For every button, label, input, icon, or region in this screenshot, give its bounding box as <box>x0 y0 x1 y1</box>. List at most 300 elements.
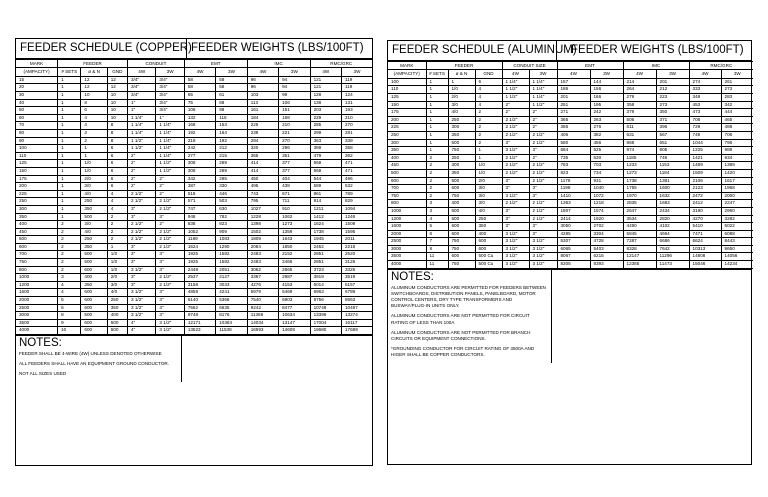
aluminum-table-cell: 2820 <box>656 215 689 223</box>
copper-table-cell: 4" <box>128 327 156 335</box>
aluminum-table-cell: 1/0 <box>475 169 502 177</box>
copper-table-cell: 3033 <box>216 281 247 289</box>
copper-table-cell: 3/4" <box>156 99 184 107</box>
aluminum-weights-title: FEEDER WEIGHTS (LBS/100FT) <box>571 44 744 56</box>
aluminum-notes-block <box>388 270 552 363</box>
aluminum-table-cell: 3 1/2" <box>502 230 529 238</box>
copper-table-cell: 747 <box>184 205 215 213</box>
aluminum-table-cell: 12147 <box>623 253 656 261</box>
copper-table-cell: 500 <box>81 251 107 259</box>
copper-table-cell: 600 <box>81 297 107 305</box>
aluminum-table-cell: 212 <box>656 86 689 94</box>
copper-table-cell: 13147 <box>279 319 310 327</box>
copper-table-cell: 132 <box>184 114 215 122</box>
copper-table-cell: 131 <box>341 99 372 107</box>
copper-table-cell: 3" <box>128 213 156 221</box>
aluminum-table-cell: 735 <box>557 154 590 162</box>
copper-table-cell: 3" <box>156 297 184 305</box>
copper-table-cell: 4 <box>58 289 81 297</box>
aluminum-table-cell: 2000 <box>721 192 753 200</box>
aluminum-feeder-table <box>388 61 753 269</box>
aluminum-table-cell: 9650 <box>721 245 753 253</box>
aluminum-table-cell: 2647 <box>623 207 656 215</box>
copper-table-cell: 124 <box>341 92 372 100</box>
copper-table-cell: 164 <box>216 129 247 137</box>
copper-table-cell: 8 <box>81 99 107 107</box>
aluminum-table-cell: 125 <box>388 94 426 102</box>
aluminum-table-cell: 250 <box>448 116 475 124</box>
copper-table-cell: 1/0 <box>81 167 107 175</box>
copper-table-cell: 3 1/2" <box>156 327 184 335</box>
aluminum-table-cell: 1200 <box>388 215 426 223</box>
copper-subheader-row <box>16 68 372 76</box>
aluminum-table-cell: 1 <box>426 94 448 102</box>
aluminum-table-cell: 11473 <box>656 261 689 269</box>
aluminum-table-cell: 600 <box>388 177 426 185</box>
copper-table-cell: 270 <box>279 137 310 145</box>
copper-table-cell: 10634 <box>279 312 310 320</box>
copper-table-row <box>16 129 372 137</box>
copper-table-cell: 1582 <box>216 251 247 259</box>
aluminum-table-cell: 365 <box>557 116 590 124</box>
aluminum-table-cell: 195 <box>590 101 623 109</box>
copper-table-cell: 350 <box>81 281 107 289</box>
aluminum-table-row <box>388 230 753 238</box>
copper-table-cell: 12171 <box>184 319 215 327</box>
aluminum-table-cell: 734 <box>590 169 623 177</box>
copper-table-cell: 1000 <box>16 274 58 282</box>
copper-table-row <box>16 107 372 115</box>
copper-table-cell: 671 <box>279 190 310 198</box>
aluminum-subheader-conduit-4w: 4W <box>502 70 529 78</box>
aluminum-table-cell: 931 <box>590 177 623 185</box>
copper-table-cell: 342 <box>184 175 215 183</box>
aluminum-group-header-row <box>388 62 753 70</box>
aluminum-header-imc: IMC <box>623 62 689 70</box>
aluminum-table-cell: 1 <box>426 116 448 124</box>
copper-table-cell: 2 <box>58 251 81 259</box>
aluminum-table-cell: 1509 <box>689 169 721 177</box>
copper-table-cell: 215 <box>216 152 247 160</box>
aluminum-table-cell: 868 <box>623 139 656 147</box>
copper-table-cell: 2 <box>81 137 107 145</box>
aluminum-table-cell: 1000 <box>388 207 426 215</box>
copper-table-cell: 4 <box>107 205 127 213</box>
copper-table-cell: 2 1/2" <box>156 198 184 206</box>
aluminum-subheader-rmc-4w: 4W <box>689 70 721 78</box>
aluminum-table-cell: 2" <box>529 116 557 124</box>
copper-table-cell: 13274 <box>341 312 372 320</box>
aluminum-table-cell: 2414 <box>557 215 590 223</box>
copper-table-cell: 17689 <box>341 327 372 335</box>
aluminum-table-cell: 708 <box>689 116 721 124</box>
aluminum-table-cell: 2 <box>426 169 448 177</box>
copper-table-row <box>16 297 372 305</box>
copper-table-cell: 2 1/2" <box>128 221 156 229</box>
aluminum-table-cell: 5410 <box>689 223 721 231</box>
aluminum-table-cell: 3000 <box>388 245 426 253</box>
aluminum-table-cell: 279 <box>623 94 656 102</box>
copper-table-cell: 4 <box>81 122 107 130</box>
copper-table-cell: 6 <box>58 304 81 312</box>
copper-table-cell: 1643 <box>279 236 310 244</box>
copper-table-cell: 8477 <box>279 304 310 312</box>
aluminum-table-cell: 750 <box>448 192 475 200</box>
copper-table-cell: 1 <box>58 122 81 130</box>
copper-table-cell: 2" <box>156 190 184 198</box>
copper-table-cell: 210 <box>279 122 310 130</box>
copper-table-cell: 1" <box>128 99 156 107</box>
aluminum-table-cell: 250 <box>475 215 502 223</box>
copper-table-cell: 96 <box>247 76 278 84</box>
copper-table-cell: 106 <box>279 99 310 107</box>
copper-table-cell: 1624 <box>310 221 341 229</box>
aluminum-table-cell: 7287 <box>623 238 656 246</box>
copper-table-cell: 65 <box>184 92 215 100</box>
aluminum-table-cell: 4 <box>475 94 502 102</box>
aluminum-table-cell: 453 <box>689 101 721 109</box>
copper-table-cell: 914 <box>310 198 341 206</box>
aluminum-table-cell: 1421 <box>689 154 721 162</box>
aluminum-table-cell: 2960 <box>721 207 753 215</box>
aluminum-table-cell: 805 <box>656 147 689 155</box>
aluminum-table-cell: 396 <box>656 124 689 132</box>
copper-table-cell: 2" <box>128 167 156 175</box>
aluminum-table-row <box>388 177 753 185</box>
aluminum-table-cell: 8 <box>426 245 448 253</box>
copper-table-cell: 320 <box>247 145 278 153</box>
copper-notes-block <box>16 336 182 382</box>
aluminum-table-cell: 1970 <box>623 192 656 200</box>
copper-table-cell: 1062 <box>279 213 310 221</box>
copper-table-row <box>16 190 372 198</box>
copper-table-row <box>16 228 372 236</box>
copper-table-cell: 11368 <box>247 312 278 320</box>
copper-table-cell: 210 <box>341 114 372 122</box>
copper-table-cell: 829 <box>341 198 372 206</box>
copper-table-cell: 106 <box>184 107 215 115</box>
copper-table-cell: 3/4" <box>156 76 184 84</box>
aluminum-table-cell: 651 <box>656 139 689 147</box>
copper-table-cell: 1925 <box>184 251 215 259</box>
aluminum-table-cell: 223 <box>656 94 689 102</box>
aluminum-table-cell: 1 1/2" <box>529 101 557 109</box>
copper-table-cell: 1582 <box>216 259 247 267</box>
copper-table-cell: 2/0 <box>81 175 107 183</box>
aluminum-table-cell: 350 <box>475 223 502 231</box>
aluminum-table-cell: 2106 <box>689 177 721 185</box>
copper-table-cell: 10 <box>107 99 127 107</box>
copper-table-cell: 270 <box>341 122 372 130</box>
aluminum-table-cell: 456 <box>590 139 623 147</box>
copper-table-cell: 2851 <box>310 259 341 267</box>
copper-table-cell: 192 <box>216 137 247 145</box>
aluminum-table-cell: 214 <box>623 78 656 86</box>
aluminum-table-row <box>388 94 753 102</box>
copper-table-cell: 200 <box>16 183 58 191</box>
aluminum-table-cell: 5403 <box>590 245 623 253</box>
copper-table-cell: 2 1/2" <box>156 236 184 244</box>
copper-table-cell: 1 <box>58 107 81 115</box>
aluminum-table-cell: 3 1/2" <box>502 147 529 155</box>
copper-table-cell: 4241 <box>216 289 247 297</box>
copper-table-cell: 299 <box>310 129 341 137</box>
aluminum-table-cell: 333 <box>689 86 721 94</box>
aluminum-table-cell: 15046 <box>689 261 721 269</box>
aluminum-note: ALUMINUM CONDUCTORS ARE NOT PERMITTED FOR BRANCH CIRCUITS OR EQUIPMENT CONNECTIONS. <box>391 329 531 342</box>
aluminum-table-cell: 1 <box>426 109 448 117</box>
copper-table-cell: 1273 <box>279 221 310 229</box>
copper-table-cell: 438 <box>279 183 310 191</box>
aluminum-table-cell: 3" <box>529 223 557 231</box>
aluminum-table-cell: 3" <box>529 147 557 155</box>
copper-table-cell: 3 1/2" <box>128 297 156 305</box>
copper-table-cell: 1600 <box>16 289 58 297</box>
aluminum-table-cell: 251 <box>557 101 590 109</box>
aluminum-header-rmc: RMC/GRC <box>689 62 753 70</box>
aluminum-schedule-title: FEEDER SCHEDULE (ALUMINUM) <box>388 41 557 60</box>
aluminum-table-cell: 10313 <box>689 245 721 253</box>
aluminum-table-cell: 276 <box>590 124 623 132</box>
aluminum-header-mark: MARK <box>388 62 426 70</box>
copper-table-cell: 90 <box>16 137 58 145</box>
aluminum-table-cell: 974 <box>623 147 656 155</box>
copper-table-cell: 2 <box>107 213 127 221</box>
copper-table-cell: 5014 <box>310 281 341 289</box>
copper-table-cell: 1524 <box>184 243 215 251</box>
copper-table-cell: 2000 <box>16 297 58 305</box>
aluminum-table-cell: 6088 <box>721 230 753 238</box>
copper-table-row <box>16 160 372 168</box>
copper-table-cell: 3387 <box>247 274 278 282</box>
copper-table-cell: 1 <box>107 243 127 251</box>
aluminum-table-cell: 1233 <box>623 162 656 170</box>
copper-table-cell: 948 <box>184 213 215 221</box>
copper-table-cell: 750 <box>16 259 58 267</box>
copper-table-cell: 5979 <box>247 289 278 297</box>
copper-table-cell: 3 1/2" <box>128 289 156 297</box>
copper-table-cell: 2218 <box>341 243 372 251</box>
copper-table-cell: 3/4" <box>156 84 184 92</box>
aluminum-subheader-phase: ø & N <box>448 70 475 78</box>
copper-table-cell: 30 <box>16 92 58 100</box>
aluminum-table-cell: 3" <box>529 230 557 238</box>
aluminum-table-row <box>388 223 753 231</box>
copper-table-cell: 4 <box>107 198 127 206</box>
aluminum-table-cell: 2 1/2" <box>502 124 529 132</box>
aluminum-table-cell: 2123 <box>689 185 721 193</box>
copper-table-cell: 2466 <box>279 259 310 267</box>
aluminum-table-cell: 1225 <box>689 147 721 155</box>
copper-table-cell: 1/0 <box>107 251 127 259</box>
aluminum-table-cell: 8443 <box>721 238 753 246</box>
aluminum-table-row <box>388 101 753 109</box>
copper-table-cell: 7540 <box>247 297 278 305</box>
aluminum-table-cell: 3" <box>529 192 557 200</box>
aluminum-table-cell: 2" <box>502 101 529 109</box>
aluminum-table-cell: 611 <box>623 124 656 132</box>
aluminum-table-cell: 400 <box>448 200 475 208</box>
copper-table-cell: 3" <box>128 259 156 267</box>
aluminum-table-cell: 2412 <box>689 200 721 208</box>
aluminum-table-cell: 1600 <box>656 185 689 193</box>
copper-table-cell: 446 <box>216 190 247 198</box>
copper-table-cell: 3919 <box>310 274 341 282</box>
aluminum-table-cell: 488 <box>721 124 753 132</box>
copper-table-cell: 1189 <box>184 236 215 244</box>
copper-table-cell: 2011 <box>341 236 372 244</box>
aluminum-title-bar <box>388 41 751 61</box>
copper-table-cell: 2127 <box>216 274 247 282</box>
copper-table-cell: 1 <box>58 183 81 191</box>
copper-table-cell: 1 1/4" <box>156 137 184 145</box>
copper-table-cell: 3" <box>128 281 156 289</box>
aluminum-table-cell: 2 1/2" <box>502 154 529 162</box>
aluminum-table-cell: 729 <box>689 124 721 132</box>
aluminum-table-cell: 2" <box>529 124 557 132</box>
copper-table-cell: 6 <box>107 160 127 168</box>
copper-table-cell: 1 <box>58 198 81 206</box>
copper-table-cell: 4/0 <box>81 190 107 198</box>
copper-table-cell: 250 <box>107 297 127 305</box>
copper-table-cell: 225 <box>16 190 58 198</box>
aluminum-subheader-conduit-3w: 3W <box>529 70 557 78</box>
copper-table-cell: 3/0 <box>107 281 127 289</box>
copper-table-cell: 400 <box>81 274 107 282</box>
copper-table-cell: 19680 <box>310 327 341 335</box>
aluminum-table-cell: 157 <box>557 78 590 86</box>
aluminum-table-cell: 4/0 <box>448 109 475 117</box>
aluminum-table-cell: 11 <box>426 253 448 261</box>
copper-table-cell: 2500 <box>16 304 58 312</box>
copper-table-cell: 400 <box>16 221 58 229</box>
aluminum-table-cell: 5022 <box>721 223 753 231</box>
aluminum-table-cell: 750 <box>448 147 475 155</box>
copper-table-cell: 10 <box>107 92 127 100</box>
copper-table-cell: 496 <box>341 175 372 183</box>
aluminum-table-cell: 1968 <box>721 185 753 193</box>
aluminum-table-cell: 2000 <box>388 230 426 238</box>
copper-table-row <box>16 259 372 267</box>
aluminum-table-cell: 3" <box>502 185 529 193</box>
copper-table-cell: 1 <box>58 114 81 122</box>
copper-table-cell: 12 <box>81 84 107 92</box>
aluminum-table-cell: 1 <box>475 147 502 155</box>
copper-table-cell: 8 <box>107 137 127 145</box>
copper-header-feeder: FEEDER <box>58 60 128 68</box>
aluminum-table-cell: 8393 <box>590 261 623 269</box>
copper-table-cell: 2527 <box>184 274 215 282</box>
copper-table-cell: 1945 <box>310 236 341 244</box>
copper-table-row <box>16 274 372 282</box>
aluminum-subheader-ampacity: (AMPACITY) <box>388 70 426 78</box>
aluminum-table-cell: 750 <box>448 238 475 246</box>
copper-table-cell: 518 <box>184 190 215 198</box>
copper-table-row <box>16 76 372 84</box>
copper-table-cell: 2 <box>107 221 127 229</box>
copper-table-row <box>16 114 372 122</box>
copper-table-cell: 3 1/2" <box>128 312 156 320</box>
aluminum-table-cell: 1184 <box>656 169 689 177</box>
aluminum-table-cell: 225 <box>388 124 426 132</box>
aluminum-table-cell: 8305 <box>557 261 590 269</box>
aluminum-table-row <box>388 238 753 246</box>
copper-table-cell: 1 <box>58 92 81 100</box>
copper-subheader-rmc-3w: 3W <box>341 68 372 76</box>
aluminum-table-cell: 386 <box>557 124 590 132</box>
aluminum-table-cell: 1 1/4" <box>529 86 557 94</box>
aluminum-notes-section <box>388 269 751 363</box>
copper-table-cell: 2851 <box>310 251 341 259</box>
aluminum-table-cell: 14808 <box>689 253 721 261</box>
aluminum-table-cell: 567 <box>656 131 689 139</box>
copper-table-cell: 50 <box>16 107 58 115</box>
copper-table-cell: 9 <box>58 319 81 327</box>
aluminum-table-cell: 3/0 <box>448 101 475 109</box>
copper-table-cell: 532 <box>341 183 372 191</box>
aluminum-table-cell: 750 <box>448 261 475 269</box>
aluminum-table-cell: 1153 <box>656 162 689 170</box>
aluminum-table-cell: 273 <box>656 101 689 109</box>
aluminum-table-row <box>388 169 753 177</box>
copper-table-cell: 10 <box>81 92 107 100</box>
aluminum-table-cell: 2247 <box>721 200 753 208</box>
aluminum-table-cell: 3190 <box>689 207 721 215</box>
copper-table-cell: 3 1/2" <box>156 319 184 327</box>
copper-table-cell: 116 <box>216 114 247 122</box>
copper-table-cell: 8 <box>107 129 127 137</box>
aluminum-table-cell: 1381 <box>656 177 689 185</box>
copper-table-cell: 121 <box>310 84 341 92</box>
aluminum-header-conduit: CONDUIT SIZE <box>502 62 557 70</box>
copper-table-cell: 3" <box>156 266 184 274</box>
copper-table-cell: 568 <box>310 160 341 168</box>
copper-table-cell: 1 <box>58 129 81 137</box>
aluminum-table-cell: 2 <box>475 131 502 139</box>
copper-table-cell: 1200 <box>16 281 58 289</box>
copper-table-cell: 1094 <box>341 205 372 213</box>
copper-table-cell: 3/4" <box>156 92 184 100</box>
aluminum-subheader-gnd: GND <box>475 70 502 78</box>
aluminum-table-cell: 2 1/2" <box>529 169 557 177</box>
copper-table-cell: 225 <box>247 122 278 130</box>
copper-table-cell: 2 <box>58 259 81 267</box>
copper-table-cell: 1359 <box>279 228 310 236</box>
copper-table-cell: 1 <box>58 137 81 145</box>
aluminum-table-cell: 273 <box>721 86 753 94</box>
copper-table-row <box>16 99 372 107</box>
copper-table-cell: 3000 <box>16 312 58 320</box>
copper-table-cell: 1925 <box>184 259 215 267</box>
aluminum-table-cell: 3/0 <box>475 185 502 193</box>
copper-table-cell: 168 <box>184 122 215 130</box>
aluminum-table-cell: 379 <box>623 109 656 117</box>
copper-table-cell: 3/0 <box>81 183 107 191</box>
aluminum-table-cell: 473 <box>689 109 721 117</box>
aluminum-table-cell: 2 <box>426 192 448 200</box>
copper-table-cell: 2 <box>58 221 81 229</box>
copper-table-cell: 58 <box>184 84 215 92</box>
copper-table-cell: 2" <box>156 183 184 191</box>
aluminum-table-cell: 2/0 <box>475 177 502 185</box>
aluminum-table-cell: 1574 <box>590 207 623 215</box>
aluminum-table-cell: 2 1/2" <box>529 177 557 185</box>
copper-table-cell: 1 <box>58 84 81 92</box>
aluminum-table-cell: 2" <box>502 109 529 117</box>
aluminum-table-cell: 800 <box>388 200 426 208</box>
aluminum-table-cell: 4490 <box>623 223 656 231</box>
copper-table-cell: 1 1/4" <box>156 152 184 160</box>
